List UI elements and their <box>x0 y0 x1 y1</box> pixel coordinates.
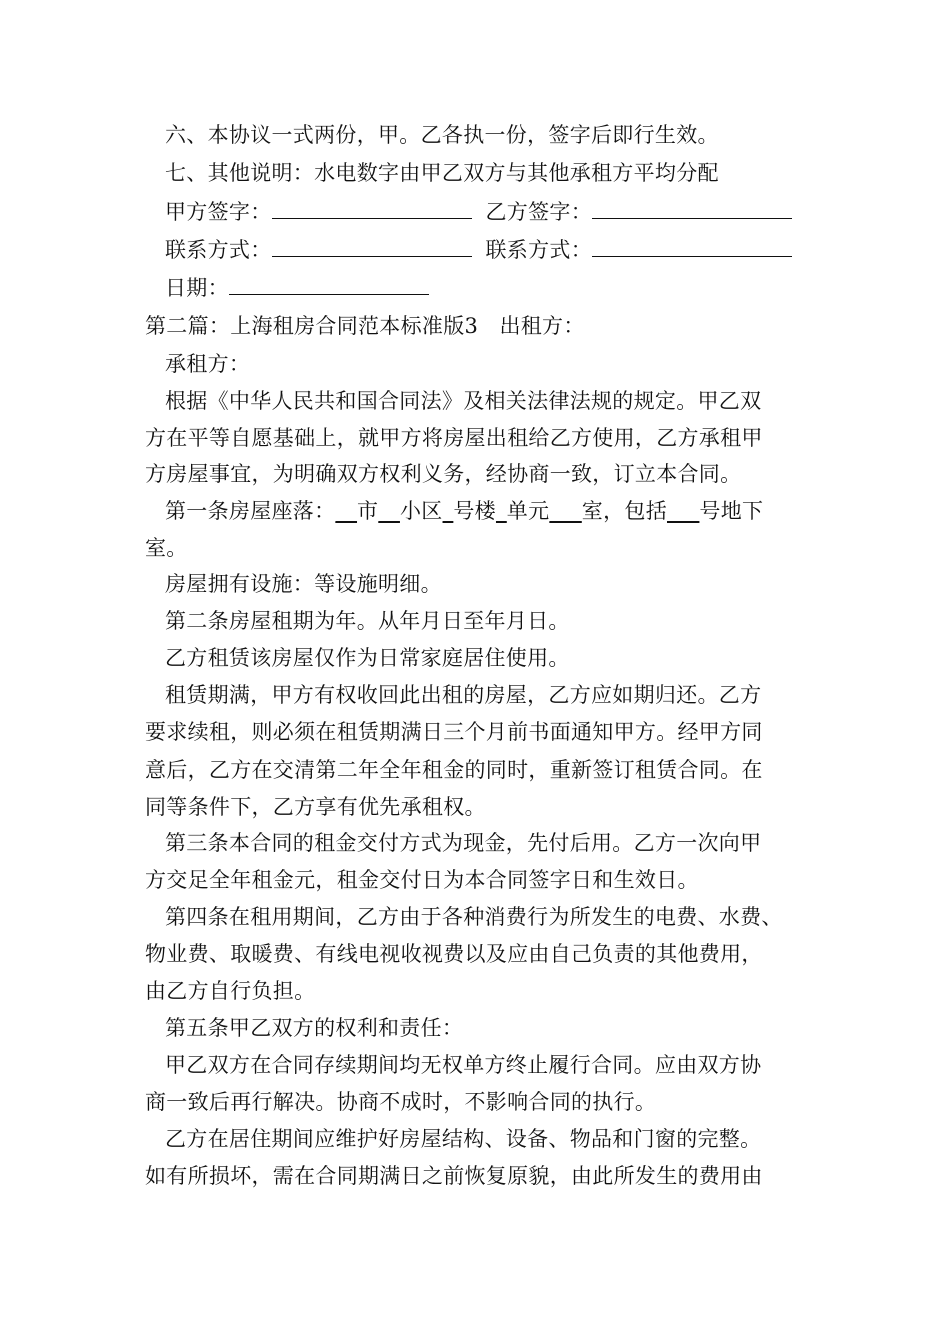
paragraph-line: 由乙方自行负担。 <box>145 979 316 1003</box>
paragraph-line: 第四条在租用期间，乙方由于各种消费行为所发生的电费、水费、 <box>165 905 783 929</box>
signature-row <box>165 198 845 226</box>
article-one-location <box>165 497 845 525</box>
building-label: 号楼 <box>453 499 496 523</box>
community-blank: __ <box>378 499 400 523</box>
city-blank: __ <box>335 499 358 523</box>
paragraph-line: 租赁期满，甲方有权收回此出租的房屋，乙方应如期归还。乙方 <box>165 683 762 707</box>
paragraph-line: 同等条件下，乙方享有优先承租权。 <box>145 795 486 819</box>
party-b-contact-label: 联系方式： <box>485 238 592 262</box>
party-b-signature-label: 乙方签字： <box>485 200 592 224</box>
paragraph-line: 第五条甲乙双方的权利和责任： <box>165 1016 464 1040</box>
paragraph-line: 甲乙双方在合同存续期间均无权单方终止履行合同。应由双方协 <box>165 1053 762 1077</box>
party-a-signature-blank <box>272 198 472 219</box>
unit-blank: _ <box>495 499 507 523</box>
paragraph-line: 方在平等自愿基础上，就甲方将房屋出租给乙方使用，乙方承租甲 <box>145 426 763 450</box>
paragraph-line: 乙方在居住期间应维护好房屋结构、设备、物品和门窗的完整。 <box>165 1127 762 1151</box>
party-a-contact-label: 联系方式： <box>165 238 272 262</box>
date-row <box>165 274 845 302</box>
room-blank: ___ <box>549 499 582 523</box>
contact-row <box>165 236 845 264</box>
room-label: 室，包括 <box>581 499 667 523</box>
paragraph-line: 物业费、取暖费、有线电视收视费以及应由自己负责的其他费用， <box>145 942 763 966</box>
building-blank: _ <box>442 499 454 523</box>
paragraph-line: 根据《中华人民共和国合同法》及相关法律法规的规定。甲乙双 <box>165 389 762 413</box>
paragraph-line: 第三条本合同的租金交付方式为现金，先付后用。乙方一次向甲 <box>165 831 762 855</box>
basement-label: 号地下 <box>699 499 764 523</box>
paragraph-line: 如有所损坏，需在合同期满日之前恢复原貌，由此所发生的费用由 <box>145 1164 763 1188</box>
clause-seven: 七、其他说明：水电数字由甲乙双方与其他承租方平均分配 <box>165 161 719 185</box>
paragraph-line: 室。 <box>145 536 188 560</box>
paragraph-line: 商一致后再行解决。协商不成时，不影响合同的执行。 <box>145 1090 657 1114</box>
paragraph-line: 要求续租，则必须在租赁期满日三个月前书面通知甲方。经甲方同 <box>145 720 763 744</box>
date-blank <box>229 274 429 295</box>
basement-blank: ___ <box>667 499 700 523</box>
paragraph-line: 乙方租赁该房屋仅作为日常家庭居住使用。 <box>165 646 570 670</box>
tenant-label: 承租方： <box>165 352 251 376</box>
date-label: 日期： <box>165 276 229 300</box>
paragraph-line: 第二条房屋租期为年。从年月日至年月日。 <box>165 609 570 633</box>
city-label: 市 <box>357 499 379 523</box>
paragraph-line: 方房屋事宜，为明确双方权利义务，经协商一致，订立本合同。 <box>145 462 742 486</box>
paragraph-line: 意后，乙方在交清第二年全年租金的同时，重新签订租赁合同。在 <box>145 758 763 782</box>
party-a-contact-blank <box>272 236 472 257</box>
clause-six: 六、本协议一式两份，甲。乙各执一份，签字后即行生效。 <box>165 123 719 147</box>
paragraph-line: 方交足全年租金元，租金交付日为本合同签字日和生效日。 <box>145 868 699 892</box>
party-b-contact-blank <box>592 236 792 257</box>
unit-label: 单元 <box>506 499 550 523</box>
party-a-signature-label: 甲方签字： <box>165 200 272 224</box>
community-label: 小区 <box>399 499 443 523</box>
paragraph-line: 房屋拥有设施：等设施明细。 <box>165 572 442 596</box>
section-heading: 第二篇：上海租房合同范本标准版3 出租方： <box>145 314 585 338</box>
article-one-label: 第一条房屋座落： <box>165 499 336 523</box>
party-b-signature-blank <box>592 198 792 219</box>
